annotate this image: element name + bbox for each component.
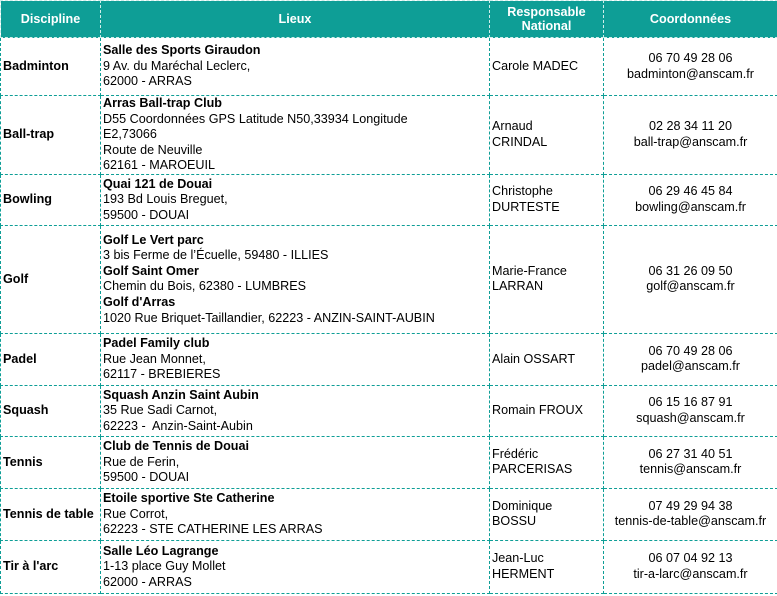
manager-cell [490,38,604,96]
venue-name: Arras Ball-trap Club [103,96,222,110]
manager-cell [490,385,604,436]
venue-address-line: Rue Jean Monnet, [103,351,206,366]
manager-first-name: Dominique [492,498,553,513]
manager-first-name: Christophe [492,184,553,199]
contact-cell [604,38,777,96]
venue-address-line: D55 Coordonnées GPS Latitude N50,33934 Longitude [103,111,408,126]
manager-cell [490,225,604,333]
manager-first-name: Marie-France [492,263,567,278]
venue-address-line: 62117 - BREBIERES [103,367,221,382]
venue-cell [101,225,490,333]
manager-name: Romain FROUX [492,403,583,418]
venue-address-line: Rue Corrot, [103,506,169,521]
manager-cell [490,174,604,225]
phone-number: 06 31 26 09 50 [648,263,733,278]
phone-number: 06 29 46 45 84 [648,184,733,199]
table-row [1,436,777,488]
phone-number: 06 70 49 28 06 [648,50,733,65]
discipline-cell: Padel [1,333,101,385]
venue-name: Club de Tennis de Douai [103,439,250,454]
phone-number: 06 70 49 28 06 [648,343,733,358]
manager-last-name: BOSSU [492,514,537,529]
table-row [1,38,777,96]
venue-cell [101,540,490,593]
contact-cell [604,174,777,225]
venue-cell [101,38,490,96]
header-row [1,1,777,38]
venue-address-line: 62161 - MAROEUIL [103,158,215,173]
manager-last-name: CRINDAL [492,134,548,149]
venue-address-line: 193 Bd Louis Breguet, [103,192,228,207]
manager-cell [490,333,604,385]
manager-last-name: PARCERISAS [492,462,573,477]
phone-number: 02 28 34 11 20 [648,119,733,134]
manager-last-name: LARRAN [492,279,544,294]
venue-address-line: 62000 - ARRAS [103,74,192,89]
manager-name: Carole MADEC [492,58,579,73]
manager-first-name: Frédéric [492,446,539,461]
email-address[interactable]: squash@anscam.fr [636,410,745,425]
email-address[interactable]: golf@anscam.fr [646,279,735,294]
manager-first-name: Arnaud [492,119,533,134]
table-row [1,385,777,436]
venue-name: Salle des Sports Giraudon [103,43,261,58]
venue-address-line: 3 bis Ferme de l’Écuelle, 59480 - ILLIES [103,248,329,263]
discipline-cell: Ball-trap [1,96,101,175]
venue-address-line: 62223 - STE CATHERINE LES ARRAS [103,522,323,537]
manager-last-name: HERMENT [492,566,555,581]
manager-name: Alain OSSART [492,351,576,366]
header-coordonnees: Coordonnées [604,1,777,38]
venue-address-line: 59500 - DOUAI [103,470,190,485]
discipline-cell: Bowling [1,174,101,225]
venue-address-line: 62223 - Anzin-Saint-Aubin [103,418,253,433]
phone-number: 06 07 04 92 13 [648,551,733,566]
contact-cell [604,436,777,488]
venue-name: Padel Family club [103,336,210,351]
venue-address-line: 1-13 place Guy Mollet [103,559,226,574]
venue-address-line: 62000 - ARRAS [103,574,192,589]
discipline-cell: Badminton [1,38,101,96]
phone-number: 06 27 31 40 51 [648,446,733,461]
manager-last-name: DURTESTE [492,199,560,214]
venue-cell [101,488,490,540]
venue-name: Golf d'Arras [103,295,176,310]
manager-cell [490,540,604,593]
manager-cell [490,436,604,488]
contact-cell [604,225,777,333]
contact-cell [604,385,777,436]
venue-cell [101,385,490,436]
manager-first-name: Jean-Luc [492,551,544,566]
header-discipline: Discipline [1,1,101,38]
phone-number: 07 49 29 94 38 [648,498,733,513]
header-responsable-line1: Responsable [507,5,586,19]
venue-name: Quai 121 de Douai [103,176,213,191]
table-row [1,488,777,540]
table-row [1,333,777,385]
contact-cell [604,488,777,540]
venue-address-line: 9 Av. du Maréchal Leclerc, [103,58,251,73]
venue-cell [101,333,490,385]
venue-name: Golf Le Vert parc [103,232,204,247]
table-row [1,96,777,175]
contact-cell [604,96,777,175]
venue-address-line: 59500 - DOUAI [103,207,190,222]
discipline-cell: Squash [1,385,101,436]
venue-cell [101,96,490,175]
email-address[interactable]: tennis@anscam.fr [639,462,742,477]
venue-address-line: E2,73066 [103,127,157,142]
table-row [1,174,777,225]
venue-cell [101,174,490,225]
venue-address-line: 1020 Rue Briquet-Taillandier, 62223 - ANZIN-SAINT-AUBIN [103,310,435,325]
venue-name: Etoile sportive Ste Catherine [103,491,275,506]
venue-name: Golf Saint Omer [103,263,199,278]
email-address[interactable]: badminton@anscam.fr [627,66,754,81]
phone-number: 06 15 16 87 91 [648,395,733,410]
venue-name: Squash Anzin Saint Aubin [103,387,259,402]
venue-name: Salle Léo Lagrange [103,543,219,558]
header-lieux: Lieux [101,1,490,38]
manager-cell [490,488,604,540]
manager-cell [490,96,604,175]
email-address[interactable]: tennis-de-table@anscam.fr [614,514,767,529]
email-address[interactable]: ball-trap@anscam.fr [633,134,748,149]
email-address[interactable]: padel@anscam.fr [641,359,740,374]
header-responsable-line2: National [521,19,572,33]
discipline-cell: Tennis de table [1,488,101,540]
venue-address-line: 35 Rue Sadi Carnot, [103,403,218,418]
venue-cell [101,436,490,488]
venue-address-line: Chemin du Bois, 62380 - LUMBRES [103,279,306,294]
contact-cell [604,540,777,593]
email-address[interactable]: tir-a-larc@anscam.fr [633,566,748,581]
header-responsable [490,1,604,38]
table-row [1,225,777,333]
contact-cell [604,333,777,385]
venue-address-line: Route de Neuville [103,142,203,157]
discipline-cell: Golf [1,225,101,333]
discipline-cell: Tir à l'arc [1,540,101,593]
discipline-cell: Tennis [1,436,101,488]
venue-address-line: Rue de Ferin, [103,454,180,469]
table-row [1,540,777,593]
email-address[interactable]: bowling@anscam.fr [635,199,746,214]
